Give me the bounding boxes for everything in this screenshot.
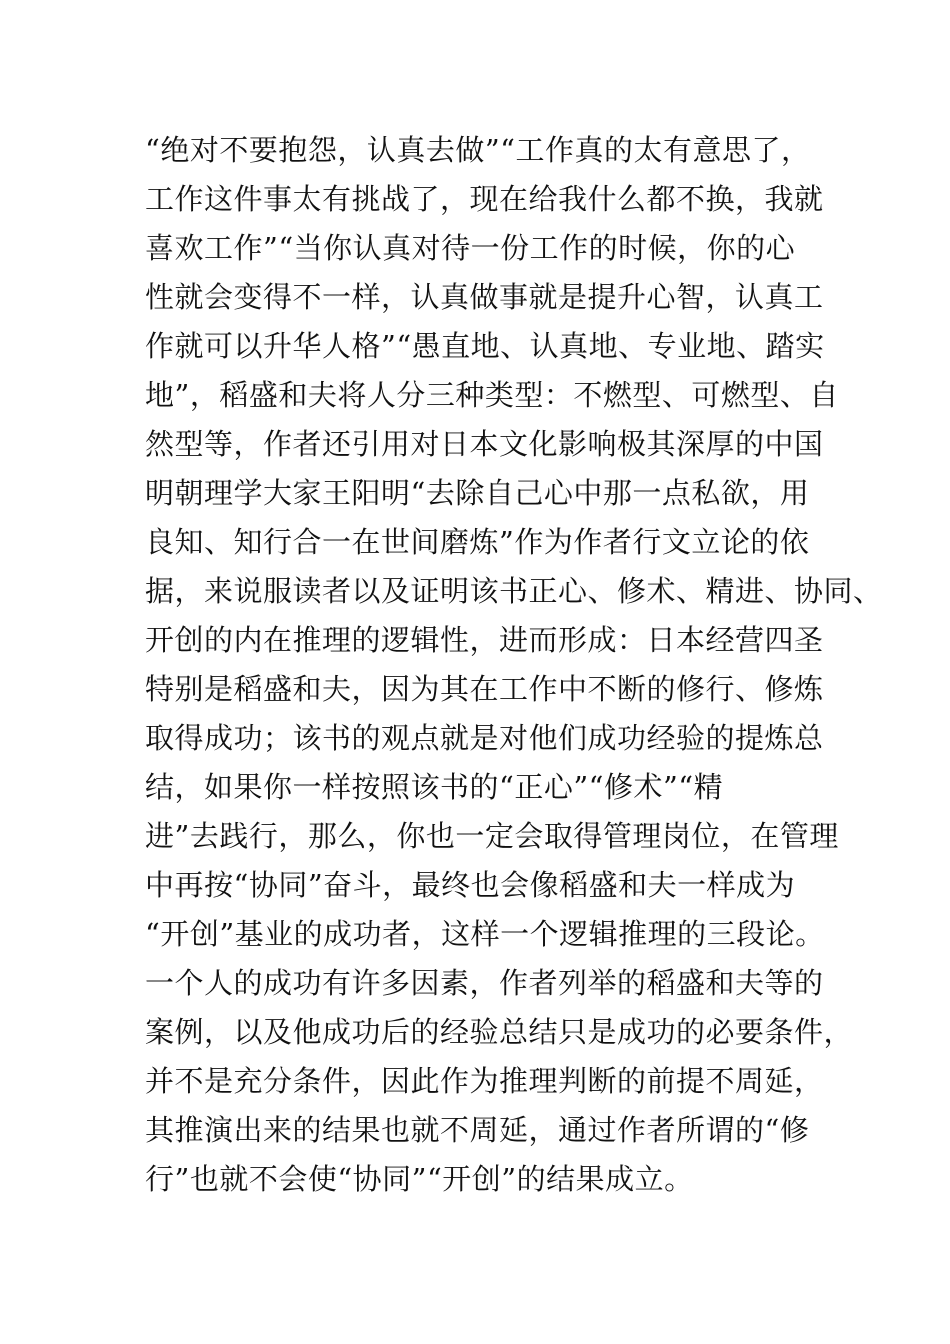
text-line: 工作这件事太有挑战了，现在给我什么都不换，我就	[145, 182, 824, 216]
text-line: 并不是充分条件，因此作为推理判断的前提不周延，	[145, 1064, 824, 1098]
text-line: 取得成功；该书的观点就是对他们成功经验的提炼总	[145, 721, 824, 755]
text-line: 案例，以及他成功后的经验总结只是成功的必要条件，	[145, 1015, 854, 1049]
text-line: 良知、知行合一在世间磨炼”作为作者行文立论的依	[145, 525, 810, 559]
text-line: “绝对不要抱怨，认真去做”“工作真的太有意思了，	[145, 133, 811, 167]
text-line: 进”去践行，那么，你也一定会取得管理岗位，在管理	[145, 819, 839, 853]
text-line: 喜欢工作”“当你认真对待一份工作的时候，你的心	[145, 231, 796, 265]
text-line: 明朝理学大家王阳明“去除自己心中那一点私欲，用	[145, 476, 810, 510]
text-line: 然型等，作者还引用对日本文化影响极其深厚的中国	[145, 427, 824, 461]
text-line: 地”，稻盛和夫将人分三种类型：不燃型、可燃型、自	[145, 378, 839, 412]
text-line: 作就可以升华人格”“愚直地、认真地、专业地、踏实	[145, 329, 825, 363]
text-line: 一个人的成功有许多因素，作者列举的稻盛和夫等的	[145, 966, 824, 1000]
body-text	[145, 126, 883, 1204]
text-line: 结，如果你一样按照该书的“正心”“修术”“精	[145, 770, 724, 804]
text-line: 性就会变得不一样，认真做事就是提升心智，认真工	[145, 280, 824, 314]
text-line: “开创”基业的成功者，这样一个逻辑推理的三段论。	[145, 917, 825, 951]
text-line: 据，来说服读者以及证明该书正心、修术、精进、协同、	[145, 574, 883, 608]
text-line: 特别是稻盛和夫，因为其在工作中不断的修行、修炼	[145, 672, 824, 706]
text-line: 开创的内在推理的逻辑性，进而形成：日本经营四圣	[145, 623, 824, 657]
text-line: 中再按“协同”奋斗，最终也会像稻盛和夫一样成为	[145, 868, 796, 902]
text-line: 行”也就不会使“协同”“开创”的结果成立。	[145, 1162, 694, 1196]
text-line: 其推演出来的结果也就不周延，通过作者所谓的“修	[145, 1113, 810, 1147]
